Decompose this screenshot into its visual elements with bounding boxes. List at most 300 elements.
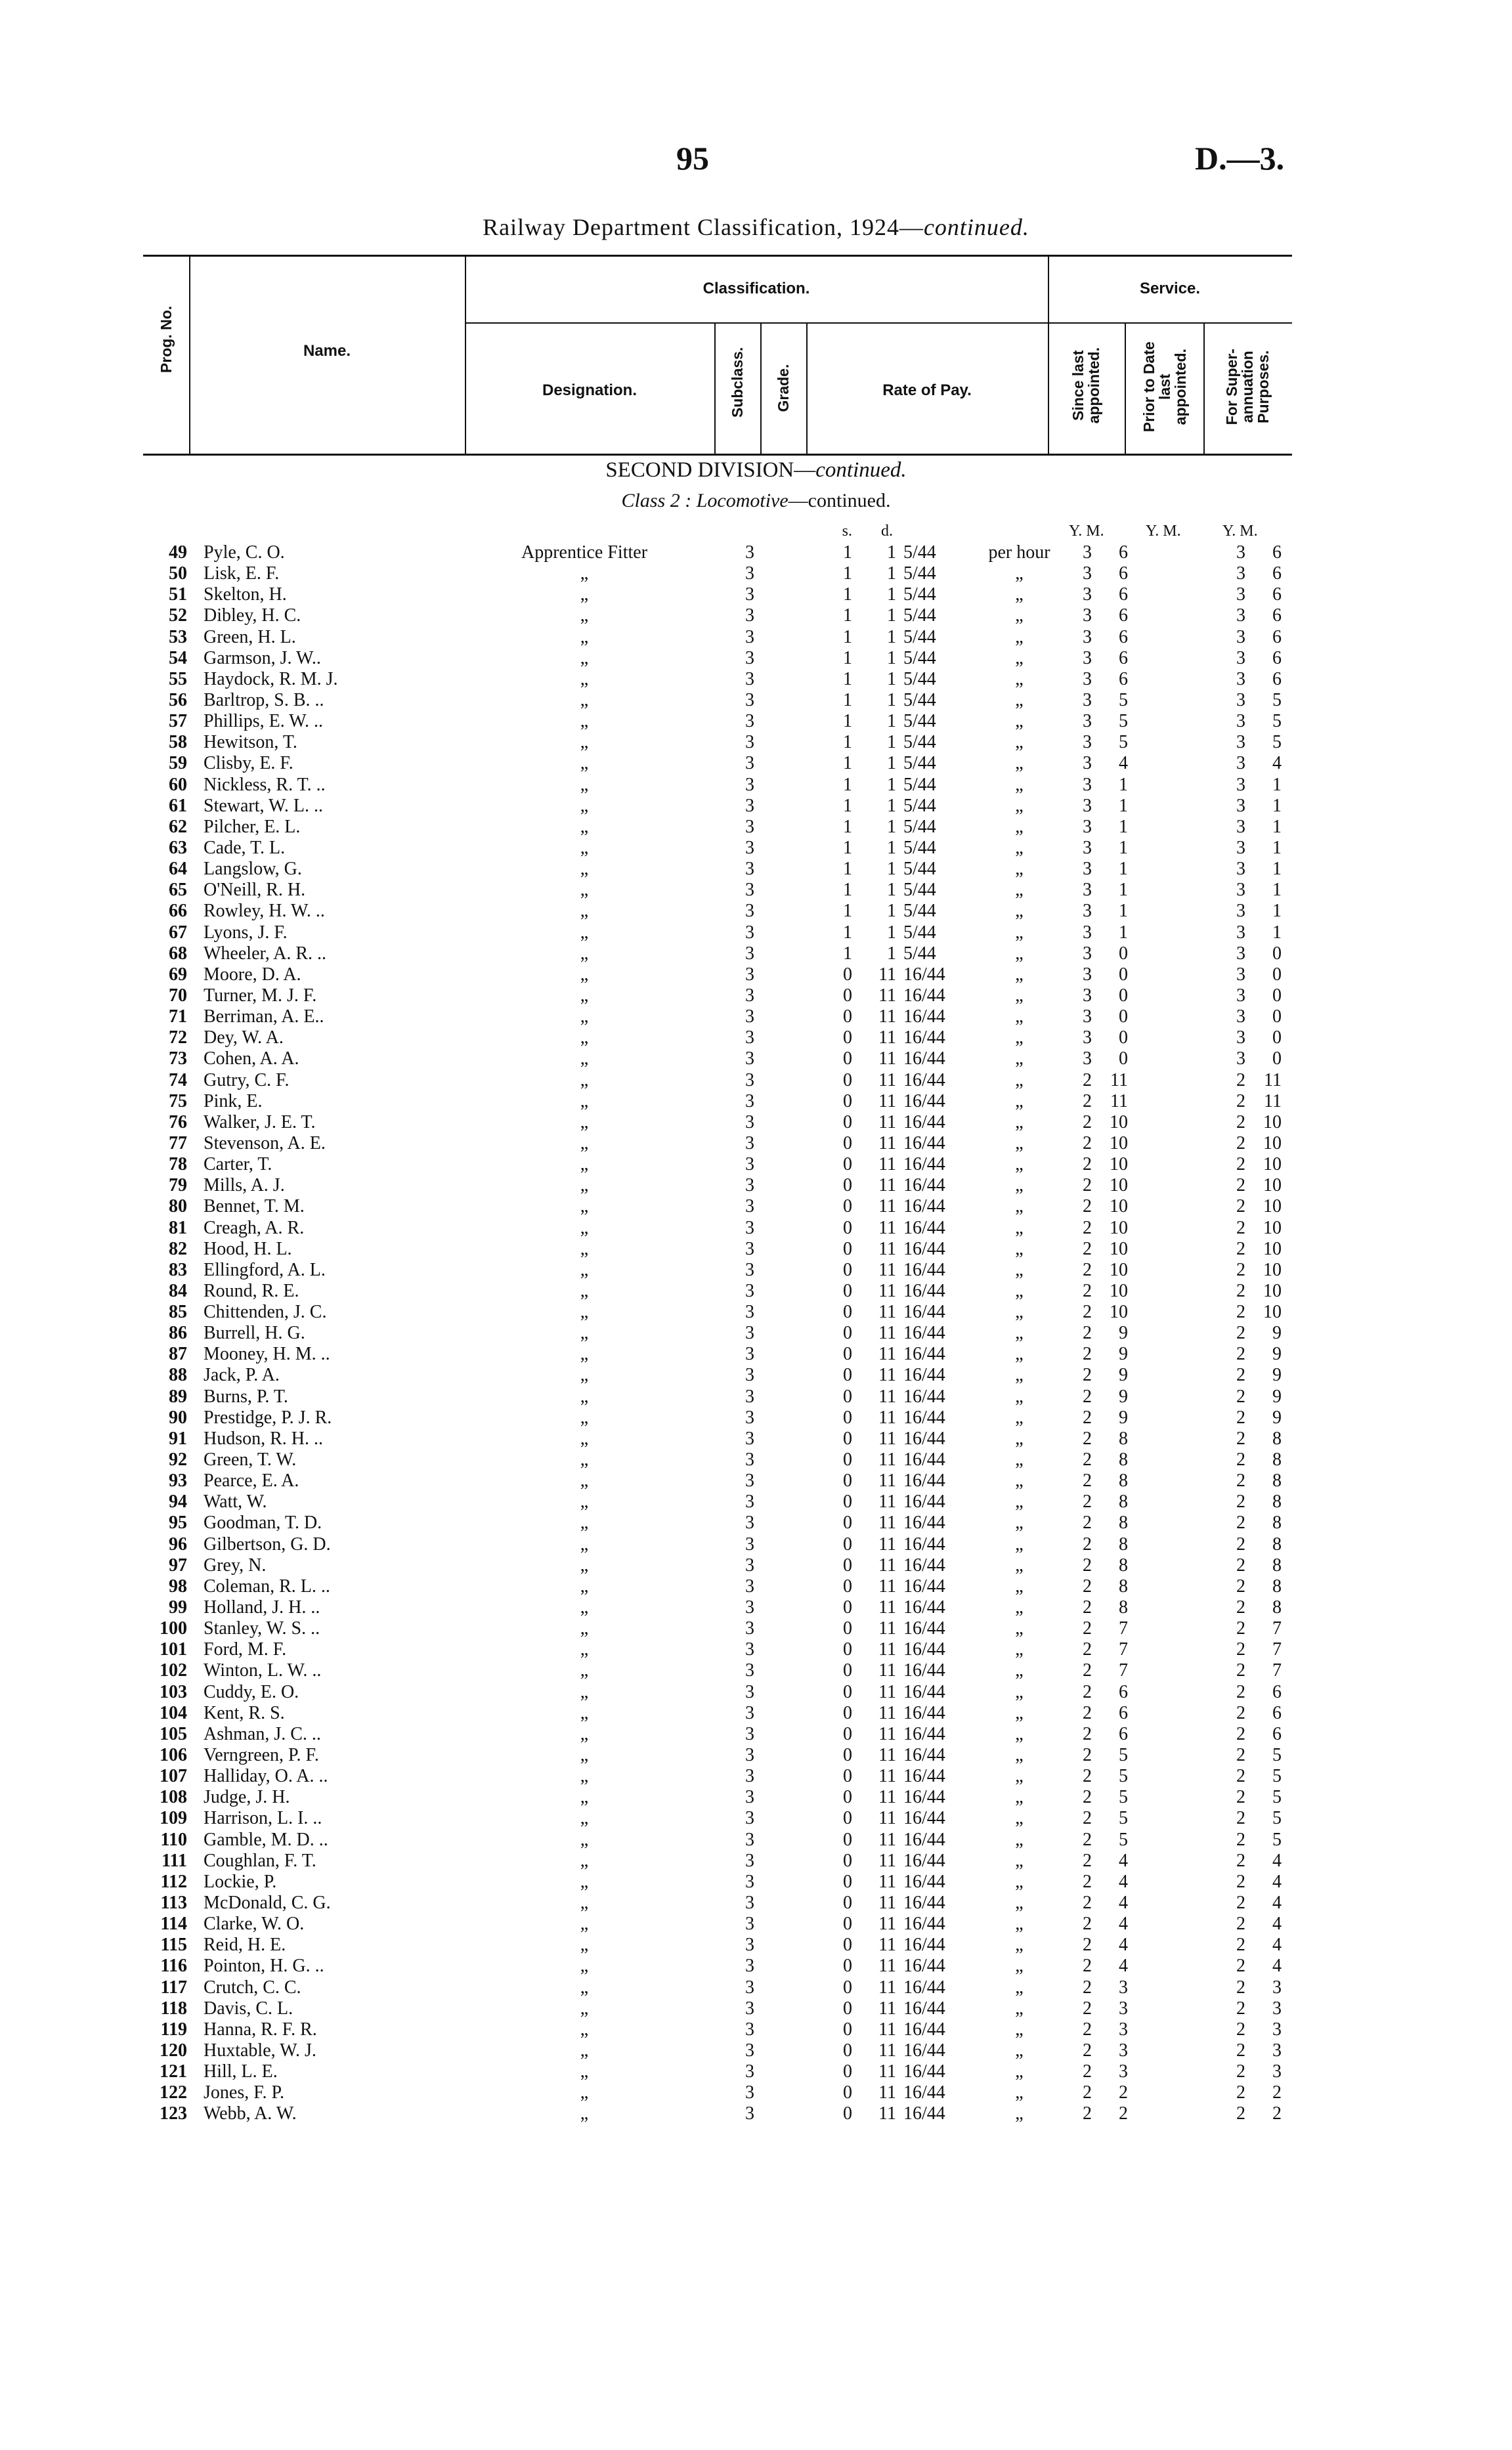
pay-fraction: 16/44 — [903, 1154, 945, 1175]
designation: „ — [580, 1111, 589, 1132]
class-continued: —continued. — [788, 490, 891, 511]
employee-name: Watt, W. — [204, 1492, 267, 1513]
superannuation-months: 5 — [1272, 1808, 1282, 1829]
service-since-years: 2 — [1083, 1069, 1092, 1090]
table-row — [0, 542, 1512, 563]
designation: „ — [580, 1259, 589, 1280]
superannuation-years: 3 — [1236, 943, 1245, 964]
prog-number: 85 — [169, 1302, 187, 1323]
superannuation-years: 2 — [1236, 1175, 1245, 1196]
subclass: 3 — [745, 1280, 754, 1301]
service-since-years: 2 — [1083, 1154, 1092, 1175]
pay-period: „ — [1015, 1850, 1024, 1871]
service-since-years: 2 — [1083, 2103, 1092, 2124]
service-since-years: 2 — [1083, 1344, 1092, 1365]
service-since-years: 3 — [1083, 711, 1092, 732]
subclass: 3 — [745, 1302, 754, 1323]
superannuation-months: 2 — [1272, 2082, 1282, 2103]
pay-fraction: 16/44 — [903, 2082, 945, 2103]
pay-pence: 11 — [878, 1280, 896, 1301]
title-main: Railway Department Classification, 1924— — [483, 214, 924, 240]
pay-period: „ — [1015, 795, 1024, 816]
pay-pence: 11 — [878, 1766, 896, 1787]
pay-shillings: 0 — [843, 1555, 852, 1576]
superannuation-years: 2 — [1236, 1407, 1245, 1428]
pay-shillings: 0 — [843, 1217, 852, 1238]
prog-number: 64 — [169, 859, 187, 880]
pay-shillings: 1 — [843, 626, 852, 647]
service-since-years: 3 — [1083, 647, 1092, 668]
pay-period: „ — [1015, 1660, 1024, 1681]
pay-shillings: 0 — [843, 1259, 852, 1280]
designation: „ — [580, 732, 589, 753]
superannuation-years: 3 — [1236, 668, 1245, 689]
service-since-years: 2 — [1083, 1428, 1092, 1449]
superannuation-years: 3 — [1236, 880, 1245, 901]
pay-fraction: 16/44 — [903, 1766, 945, 1787]
designation: „ — [580, 1407, 589, 1428]
service-since-years: 2 — [1083, 1850, 1092, 1871]
service-since-months: 8 — [1119, 1492, 1128, 1513]
pay-shillings: 0 — [843, 2019, 852, 2040]
designation: „ — [580, 1998, 589, 2019]
table-row — [0, 627, 1512, 648]
pay-pence: 11 — [878, 2103, 896, 2124]
service-since-years: 3 — [1083, 689, 1092, 710]
service-since-years: 3 — [1083, 563, 1092, 584]
superannuation-months: 3 — [1272, 1977, 1282, 1998]
designation: „ — [580, 1555, 589, 1576]
service-since-years: 2 — [1083, 1893, 1092, 1913]
prog-number: 87 — [169, 1344, 187, 1365]
table-row — [0, 1576, 1512, 1597]
employee-name: Haydock, R. M. J. — [204, 668, 338, 689]
prog-number: 83 — [169, 1259, 187, 1280]
pay-pence: 11 — [878, 1914, 896, 1935]
superannuation-years: 3 — [1236, 816, 1245, 837]
service-since-years: 3 — [1083, 943, 1092, 964]
table-row — [0, 1323, 1512, 1344]
table-row — [0, 1534, 1512, 1555]
table-row — [0, 775, 1512, 796]
table-row — [0, 1745, 1512, 1766]
employee-name: Pyle, C. O. — [204, 542, 285, 563]
pay-pence: 1 — [887, 880, 896, 901]
table-row — [0, 1893, 1512, 1914]
subclass: 3 — [745, 668, 754, 689]
superannuation-years: 3 — [1236, 985, 1245, 1006]
superannuation-years: 2 — [1236, 1450, 1245, 1471]
employee-name: Rowley, H. W. .. — [204, 901, 325, 922]
pay-period: „ — [1015, 753, 1024, 774]
employee-name: Wheeler, A. R. .. — [204, 943, 327, 964]
pay-shillings: 0 — [843, 1450, 852, 1471]
prog-number: 96 — [169, 1534, 187, 1555]
pay-pence: 1 — [887, 542, 896, 563]
pay-pence: 1 — [887, 689, 896, 710]
pay-fraction: 16/44 — [903, 1217, 945, 1238]
table-row — [0, 1450, 1512, 1471]
superannuation-months: 0 — [1272, 964, 1282, 985]
pay-period: „ — [1015, 1766, 1024, 1787]
employee-name: Jack, P. A. — [204, 1365, 280, 1386]
pay-shillings: 1 — [843, 859, 852, 880]
superannuation-months: 6 — [1272, 584, 1282, 605]
pay-period: „ — [1015, 1956, 1024, 1977]
employee-name: Gamble, M. D. .. — [204, 1829, 328, 1850]
pay-fraction: 5/44 — [903, 859, 936, 880]
pay-shillings: 1 — [843, 922, 852, 943]
employee-name: Creagh, A. R. — [204, 1217, 305, 1238]
subclass: 3 — [745, 1977, 754, 1998]
prog-number: 116 — [160, 1956, 187, 1977]
designation: „ — [580, 2019, 589, 2040]
table-row — [0, 796, 1512, 817]
designation: „ — [580, 1132, 589, 1153]
superannuation-months: 8 — [1272, 1513, 1282, 1534]
pay-period: „ — [1015, 1513, 1024, 1534]
superannuation-months: 1 — [1272, 774, 1282, 795]
header-rate-of-pay: Rate of Pay. — [882, 381, 972, 399]
unit-pence: d. — [881, 523, 893, 540]
subclass: 3 — [745, 1238, 754, 1259]
pay-period: „ — [1015, 1935, 1024, 1956]
pay-shillings: 1 — [843, 901, 852, 922]
pay-period: „ — [1015, 1702, 1024, 1723]
pay-fraction: 16/44 — [903, 1914, 945, 1935]
pay-fraction: 5/44 — [903, 605, 936, 626]
pay-period: „ — [1015, 1365, 1024, 1386]
pay-shillings: 0 — [843, 1471, 852, 1492]
subclass: 3 — [745, 1597, 754, 1618]
pay-period: „ — [1015, 1196, 1024, 1217]
pay-shillings: 0 — [843, 1280, 852, 1301]
employee-name: Green, H. L. — [204, 626, 296, 647]
service-since-years: 3 — [1083, 964, 1092, 985]
service-since-months: 10 — [1110, 1175, 1128, 1196]
pay-period: „ — [1015, 2082, 1024, 2103]
document-reference: D.—3. — [1195, 140, 1285, 177]
service-since-months: 8 — [1119, 1555, 1128, 1576]
service-since-years: 2 — [1083, 1555, 1092, 1576]
service-since-months: 6 — [1119, 647, 1128, 668]
service-since-years: 2 — [1083, 1871, 1092, 1892]
designation: „ — [580, 1745, 589, 1766]
service-since-months: 5 — [1119, 689, 1128, 710]
superannuation-months: 10 — [1263, 1154, 1282, 1175]
superannuation-months: 10 — [1263, 1111, 1282, 1132]
designation: „ — [580, 1323, 589, 1344]
superannuation-months: 6 — [1272, 668, 1282, 689]
table-row — [0, 1935, 1512, 1956]
employee-name: Turner, M. J. F. — [204, 985, 317, 1006]
pay-period: „ — [1015, 1006, 1024, 1027]
pay-fraction: 5/44 — [903, 880, 936, 901]
subclass: 3 — [745, 1702, 754, 1723]
pay-fraction: 5/44 — [903, 563, 936, 584]
superannuation-months: 7 — [1272, 1618, 1282, 1639]
prog-number: 89 — [169, 1386, 187, 1407]
pay-fraction: 16/44 — [903, 1723, 945, 1744]
superannuation-years: 3 — [1236, 859, 1245, 880]
pay-pence: 11 — [878, 1513, 896, 1534]
superannuation-months: 1 — [1272, 859, 1282, 880]
service-since-years: 2 — [1083, 1766, 1092, 1787]
subclass: 3 — [745, 1660, 754, 1681]
pay-shillings: 0 — [843, 1027, 852, 1048]
table-row — [0, 1787, 1512, 1808]
subclass: 3 — [745, 1027, 754, 1048]
pay-pence: 1 — [887, 859, 896, 880]
designation: „ — [580, 1808, 589, 1829]
pay-period: „ — [1015, 1428, 1024, 1449]
pay-shillings: 1 — [843, 816, 852, 837]
prog-number: 71 — [169, 1006, 187, 1027]
pay-fraction: 16/44 — [903, 1871, 945, 1892]
employee-name: Ellingford, A. L. — [204, 1259, 326, 1280]
superannuation-months: 10 — [1263, 1132, 1282, 1153]
pay-pence: 1 — [887, 816, 896, 837]
designation: „ — [580, 1048, 589, 1069]
superannuation-months: 9 — [1272, 1407, 1282, 1428]
service-since-months: 0 — [1119, 964, 1128, 985]
pay-period: „ — [1015, 1471, 1024, 1492]
pay-period: „ — [1015, 1829, 1024, 1850]
service-since-months: 5 — [1119, 1766, 1128, 1787]
subclass: 3 — [745, 1090, 754, 1111]
prog-number: 53 — [169, 626, 187, 647]
subclass: 3 — [745, 1829, 754, 1850]
service-since-years: 2 — [1083, 1681, 1092, 1702]
pay-period: „ — [1015, 1998, 1024, 2019]
prog-number: 94 — [169, 1492, 187, 1513]
subclass: 3 — [745, 1175, 754, 1196]
designation: „ — [580, 1893, 589, 1913]
pay-shillings: 1 — [843, 732, 852, 753]
prog-number: 93 — [169, 1471, 187, 1492]
pay-pence: 1 — [887, 943, 896, 964]
pay-shillings: 0 — [843, 2040, 852, 2061]
subclass: 3 — [745, 1450, 754, 1471]
prog-number: 101 — [160, 1639, 187, 1660]
pay-shillings: 1 — [843, 542, 852, 563]
superannuation-months: 11 — [1264, 1090, 1282, 1111]
superannuation-years: 3 — [1236, 922, 1245, 943]
pay-pence: 11 — [878, 1132, 896, 1153]
pay-fraction: 5/44 — [903, 816, 936, 837]
pay-fraction: 16/44 — [903, 1111, 945, 1132]
pay-shillings: 0 — [843, 1850, 852, 1871]
superannuation-years: 2 — [1236, 1998, 1245, 2019]
pay-fraction: 16/44 — [903, 1935, 945, 1956]
prog-number: 97 — [169, 1555, 187, 1576]
service-since-months: 3 — [1119, 2061, 1128, 2082]
table-row — [0, 2103, 1512, 2124]
pay-pence: 11 — [878, 1702, 896, 1723]
pay-shillings: 1 — [843, 774, 852, 795]
pay-pence: 11 — [878, 1407, 896, 1428]
employee-name: Pointon, H. G. .. — [204, 1956, 324, 1977]
superannuation-months: 0 — [1272, 1048, 1282, 1069]
pay-shillings: 0 — [843, 1871, 852, 1892]
service-since-months: 4 — [1119, 1956, 1128, 1977]
superannuation-months: 4 — [1272, 1893, 1282, 1913]
pay-fraction: 5/44 — [903, 901, 936, 922]
employee-name: Prestidge, P. J. R. — [204, 1407, 332, 1428]
superannuation-months: 6 — [1272, 563, 1282, 584]
subclass: 3 — [745, 2061, 754, 2082]
pay-period: „ — [1015, 711, 1024, 732]
pay-fraction: 16/44 — [903, 1196, 945, 1217]
prog-number: 99 — [169, 1597, 187, 1618]
pay-pence: 11 — [878, 1998, 896, 2019]
pay-period: „ — [1015, 2061, 1024, 2082]
prog-number: 54 — [169, 647, 187, 668]
subclass: 3 — [745, 1217, 754, 1238]
prog-number: 107 — [160, 1766, 187, 1787]
pay-fraction: 16/44 — [903, 1787, 945, 1808]
service-since-years: 2 — [1083, 1492, 1092, 1513]
prog-number: 103 — [160, 1681, 187, 1702]
pay-period: „ — [1015, 816, 1024, 837]
prog-number: 50 — [169, 563, 187, 584]
pay-pence: 1 — [887, 774, 896, 795]
superannuation-months: 10 — [1263, 1217, 1282, 1238]
superannuation-months: 8 — [1272, 1428, 1282, 1449]
superannuation-years: 2 — [1236, 1555, 1245, 1576]
employee-name: Harrison, L. I. .. — [204, 1808, 322, 1829]
pay-period: „ — [1015, 2103, 1024, 2124]
pay-fraction: 16/44 — [903, 1956, 945, 1977]
service-since-months: 8 — [1119, 1513, 1128, 1534]
superannuation-years: 2 — [1236, 1660, 1245, 1681]
table-row — [0, 859, 1512, 880]
prog-number: 98 — [169, 1576, 187, 1597]
pay-shillings: 0 — [843, 1090, 852, 1111]
employee-name: Hood, H. L. — [204, 1238, 292, 1259]
service-since-months: 10 — [1110, 1302, 1128, 1323]
superannuation-years: 2 — [1236, 1829, 1245, 1850]
prog-number: 52 — [169, 605, 187, 626]
pay-period: „ — [1015, 1914, 1024, 1935]
service-since-months: 8 — [1119, 1428, 1128, 1449]
superannuation-years: 2 — [1236, 1702, 1245, 1723]
superannuation-months: 9 — [1272, 1386, 1282, 1407]
service-since-years: 2 — [1083, 1280, 1092, 1301]
superannuation-months: 5 — [1272, 1745, 1282, 1766]
table-row — [0, 880, 1512, 901]
pay-fraction: 5/44 — [903, 753, 936, 774]
pay-pence: 11 — [878, 1471, 896, 1492]
superannuation-years: 2 — [1236, 2019, 1245, 2040]
designation: „ — [580, 901, 589, 922]
superannuation-years: 3 — [1236, 626, 1245, 647]
service-since-months: 1 — [1119, 837, 1128, 858]
pay-pence: 11 — [878, 1977, 896, 1998]
superannuation-years: 2 — [1236, 1217, 1245, 1238]
pay-shillings: 0 — [843, 1175, 852, 1196]
table-row — [0, 1281, 1512, 1302]
pay-shillings: 0 — [843, 1787, 852, 1808]
designation: „ — [580, 1914, 589, 1935]
pay-fraction: 5/44 — [903, 711, 936, 732]
pay-fraction: 16/44 — [903, 2040, 945, 2061]
pay-shillings: 1 — [843, 668, 852, 689]
table-row — [0, 1998, 1512, 2019]
pay-shillings: 0 — [843, 1723, 852, 1744]
pay-fraction: 5/44 — [903, 922, 936, 943]
designation: „ — [580, 753, 589, 774]
pay-pence: 1 — [887, 795, 896, 816]
pay-pence: 11 — [878, 1639, 896, 1660]
employee-name: Coughlan, F. T. — [204, 1850, 316, 1871]
table-row — [0, 1956, 1512, 1977]
prog-number: 61 — [169, 795, 187, 816]
table-row — [0, 1766, 1512, 1787]
service-since-years: 3 — [1083, 753, 1092, 774]
subclass: 3 — [745, 1534, 754, 1555]
subclass: 3 — [745, 922, 754, 943]
table-row — [0, 1808, 1512, 1829]
subclass: 3 — [745, 901, 754, 922]
table-row — [0, 1027, 1512, 1048]
pay-period: „ — [1015, 943, 1024, 964]
service-since-years: 3 — [1083, 1048, 1092, 1069]
designation: „ — [580, 2082, 589, 2103]
table-row — [0, 648, 1512, 669]
table-row — [0, 1175, 1512, 1196]
unit-shillings: s. — [842, 523, 852, 540]
table-row — [0, 669, 1512, 690]
prog-number: 82 — [169, 1238, 187, 1259]
superannuation-years: 3 — [1236, 563, 1245, 584]
pay-fraction: 16/44 — [903, 1681, 945, 1702]
superannuation-years: 2 — [1236, 1111, 1245, 1132]
superannuation-months: 6 — [1272, 626, 1282, 647]
employee-name: Gilbertson, G. D. — [204, 1534, 331, 1555]
service-since-months: 6 — [1119, 563, 1128, 584]
employee-name: Jones, F. P. — [204, 2082, 285, 2103]
superannuation-months: 1 — [1272, 901, 1282, 922]
prog-number: 66 — [169, 901, 187, 922]
subclass: 3 — [745, 1808, 754, 1829]
employee-name: Hudson, R. H. .. — [204, 1428, 324, 1449]
pay-period: per hour — [988, 542, 1050, 563]
employee-name: Stewart, W. L. .. — [204, 795, 323, 816]
pay-pence: 11 — [878, 1196, 896, 1217]
superannuation-years: 2 — [1236, 1977, 1245, 1998]
superannuation-months: 1 — [1272, 795, 1282, 816]
superannuation-months: 6 — [1272, 605, 1282, 626]
employee-name: Gutry, C. F. — [204, 1069, 290, 1090]
pay-fraction: 16/44 — [903, 2061, 945, 2082]
superannuation-years: 3 — [1236, 901, 1245, 922]
superannuation-months: 11 — [1264, 1069, 1282, 1090]
employee-name: Cuddy, E. O. — [204, 1681, 299, 1702]
prog-number: 114 — [160, 1914, 187, 1935]
designation: „ — [580, 2061, 589, 2082]
superannuation-years: 2 — [1236, 1681, 1245, 1702]
service-since-months: 3 — [1119, 1977, 1128, 1998]
pay-period: „ — [1015, 1048, 1024, 1069]
employee-name: Langslow, G. — [204, 859, 302, 880]
pay-pence: 1 — [887, 922, 896, 943]
superannuation-months: 4 — [1272, 1956, 1282, 1977]
pay-shillings: 0 — [843, 1386, 852, 1407]
employee-name: Pink, E. — [204, 1090, 263, 1111]
designation: „ — [580, 1365, 589, 1386]
service-since-years: 2 — [1083, 1323, 1092, 1344]
